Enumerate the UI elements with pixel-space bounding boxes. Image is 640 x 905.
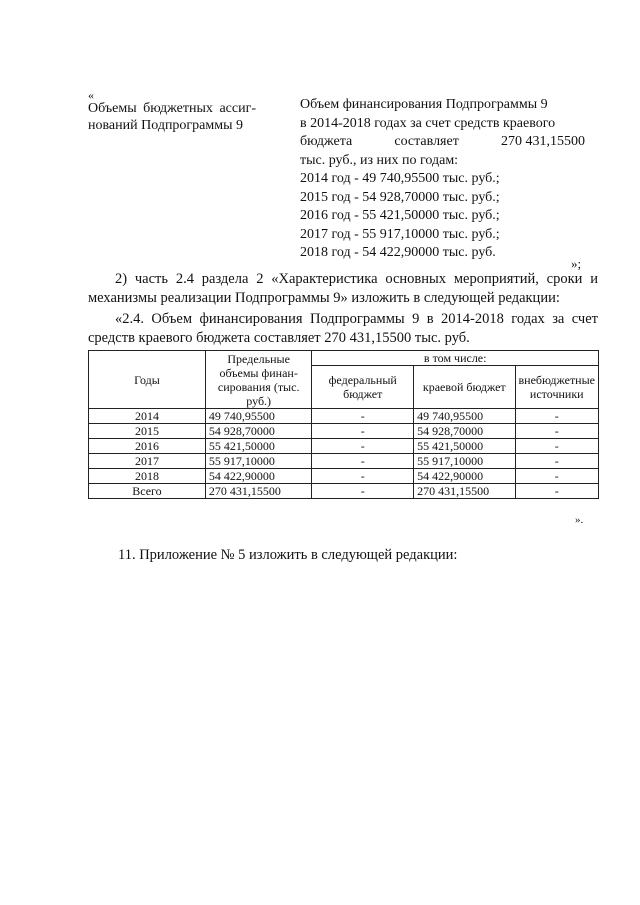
passport-word: составляет — [394, 134, 459, 149]
table-row — [89, 424, 599, 439]
cell-federal: - — [312, 424, 414, 439]
passport-line: Объем финансирования Подпрограммы 9 — [300, 97, 548, 112]
cell-year: 2015 — [89, 424, 206, 439]
cell-year: 2014 — [89, 409, 206, 424]
closing-quote: »; — [571, 256, 582, 271]
header-regional: краевой бюджет — [414, 366, 515, 409]
closing-quote-table: ». — [575, 514, 584, 526]
cell-regional: 55 421,50000 — [414, 439, 515, 454]
passport-year-line: 2017 год - 55 917,10000 тыс. руб.; — [300, 226, 500, 242]
passport-line: тыс. руб., из них по годам: — [300, 152, 459, 168]
passport-justified-line — [300, 133, 585, 152]
financing-table — [88, 350, 599, 499]
cell-extra: - — [515, 469, 599, 484]
cell-year: 2018 — [89, 469, 206, 484]
passport-year-line: 2016 год - 55 421,50000 тыс. руб.; — [300, 208, 500, 223]
passport-year-line: 2014 год - 49 740,95500 тыс. руб.; — [300, 171, 500, 186]
cell-extra: - — [515, 454, 599, 469]
cell-regional: 49 740,95500 — [414, 409, 515, 424]
table-header-row — [89, 351, 599, 366]
table-row — [89, 454, 599, 469]
passport-year-line: 2015 год - 54 928,70000 тыс. руб.; — [300, 189, 500, 205]
cell-year: 2017 — [89, 454, 206, 469]
cell-extra: - — [515, 439, 599, 454]
cell-regional: 54 928,70000 — [414, 424, 515, 439]
cell-federal: - — [312, 454, 414, 469]
cell-regional: 54 422,90000 — [414, 469, 515, 484]
paragraph-2: 2) часть 2.4 раздела 2 «Характеристика основных мероприятий, сроки и механизмы реализации Подпрограммы 9» изложить в следующей редакции: — [88, 271, 598, 306]
cell-regional: 55 917,10000 — [414, 454, 515, 469]
passport-label: Объемы бюджетных ассиг-нований Подпрограммы 9 — [88, 101, 256, 133]
table-row — [89, 439, 599, 454]
table-row — [89, 409, 599, 424]
cell-regional: 270 431,15500 — [414, 484, 515, 499]
cell-extra: - — [515, 484, 599, 499]
header-federal: федеральный бюджет — [312, 366, 414, 409]
cell-extra: - — [515, 424, 599, 439]
passport-year-line: 2018 год - 54 422,90000 тыс. руб. — [300, 245, 496, 260]
paragraph-11: 11. Приложение № 5 изложить в следующей редакции: — [118, 547, 458, 563]
table-row-total — [89, 484, 599, 499]
header-including: в том числе: — [312, 351, 599, 366]
cell-year: Всего — [89, 484, 206, 499]
paragraph-3: «2.4. Объем финансирования Подпрограммы 9 в 2014-2018 годах за счет средств краевого бюджета составляет 270 431,15500 тыс. руб. — [88, 311, 598, 346]
cell-year: 2016 — [89, 439, 206, 454]
header-limits: Предельные объемы финан-сирования (тыс. руб.) — [205, 351, 312, 409]
passport-line: в 2014-2018 годах за счет средств краевого — [300, 115, 556, 131]
cell-total: 54 422,90000 — [205, 469, 312, 484]
passport-word: бюджета — [300, 134, 353, 149]
header-years: Годы — [89, 351, 206, 409]
cell-total: 54 928,70000 — [205, 424, 312, 439]
header-extra: внебюджетные источники — [515, 366, 599, 409]
passport-financing-text — [300, 96, 585, 263]
cell-federal: - — [312, 484, 414, 499]
cell-federal: - — [312, 439, 414, 454]
cell-total: 55 421,50000 — [205, 439, 312, 454]
cell-extra: - — [515, 409, 599, 424]
passport-amount: 270 431,15500 — [500, 134, 585, 149]
opening-quote: « — [88, 88, 94, 102]
cell-total: 55 917,10000 — [205, 454, 312, 469]
cell-total: 49 740,95500 — [205, 409, 312, 424]
cell-federal: - — [312, 469, 414, 484]
table-row — [89, 469, 599, 484]
cell-federal: - — [312, 409, 414, 424]
cell-total: 270 431,15500 — [205, 484, 312, 499]
